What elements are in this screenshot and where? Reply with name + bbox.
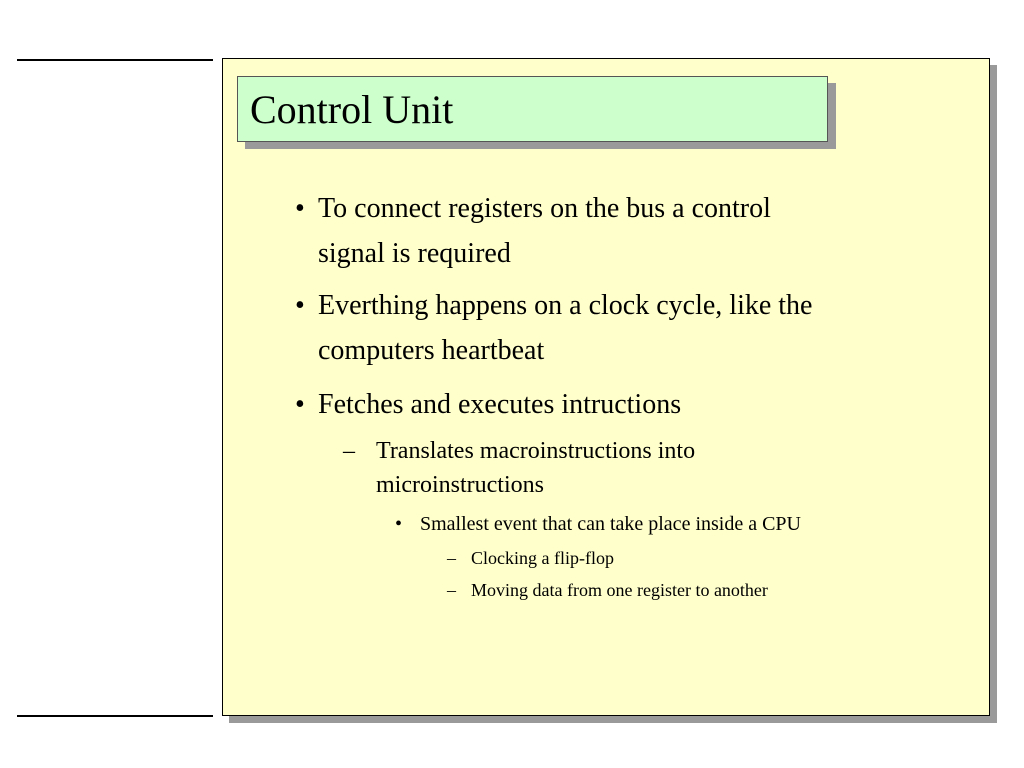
bullet-marker: •	[295, 389, 305, 420]
bullet-line: Clocking a flip-flop	[471, 548, 614, 568]
dash-marker: –	[343, 438, 355, 464]
top-left-rule	[17, 59, 213, 61]
bullet-text	[318, 382, 958, 427]
bullet-line: To connect registers on the bus a control	[318, 193, 771, 224]
bullet-line: Smallest event that can take place inside a CPU	[420, 513, 801, 535]
title-box	[237, 76, 828, 142]
bullet-line: Moving data from one register to another	[471, 580, 768, 600]
bullet-text	[318, 186, 958, 276]
bullet-line: Translates macroinstructions into	[376, 438, 696, 464]
bullet-text	[471, 578, 941, 602]
bullet-text	[376, 434, 936, 502]
bullet-line: microinstructions	[376, 472, 544, 498]
bullet-line: computers heartbeat	[318, 335, 545, 366]
bottom-left-rule	[17, 715, 213, 717]
bullet-text	[471, 546, 941, 570]
bullet-line: signal is required	[318, 238, 511, 269]
bullet-text	[318, 283, 958, 373]
slide-title: Control Unit	[250, 87, 454, 132]
dash-marker: –	[447, 548, 456, 568]
bullet-marker: •	[395, 513, 403, 535]
bullet-line: Fetches and executes intructions	[318, 389, 682, 420]
bullet-marker: •	[295, 193, 305, 224]
bullet-line: Everthing happens on a clock cycle, like the	[318, 290, 813, 321]
bullet-marker: •	[295, 290, 305, 321]
dash-marker: –	[447, 580, 456, 600]
bullet-text	[420, 511, 950, 537]
